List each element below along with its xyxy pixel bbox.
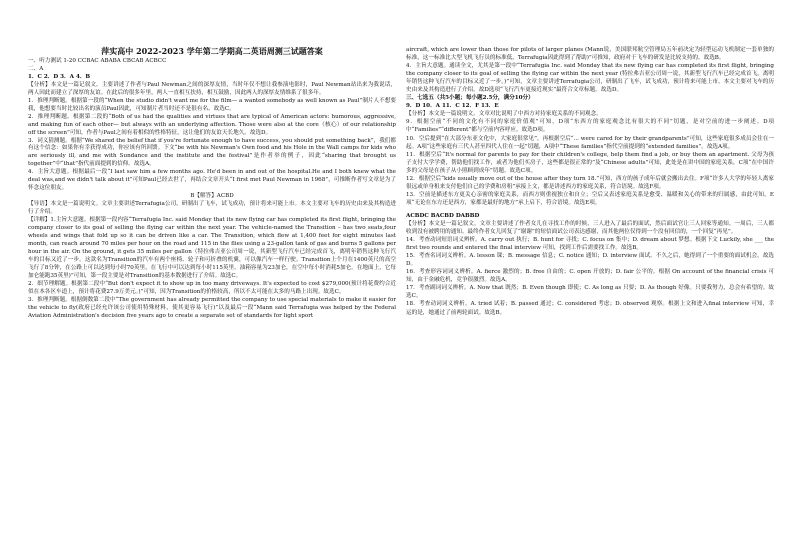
- paragraph: ACBDC BACBD DABBD: [406, 212, 480, 219]
- paragraph: 一、听力测试 1-20 CCBAC ABABA CBCAB ACBCC: [28, 58, 167, 64]
- paragraph: 12．根据空后“kids usually move out of the house after they turn 18.”可知，西方的孩子成年后就会搬出去住。F项“许多人大学的年轻人离家很远或单身租来支付他们自己的学费和房租”承接上文，都是讲述西方的家庭关系，符合语境。故选F项。: [406, 175, 774, 190]
- paragraph: 2．推理判断题。根据第二段的“Both of us had the qualities and virtues that are typical of American actors: humorous, aggressive, and making fun of each other— but always with an underlying affection. Those were also at the core（核心）of our relationship off the screen”可知，作者与Paul之间有着相似的性格特征，这让他们的友谊天长地久。故选D。: [28, 113, 396, 136]
- paragraph: 3．推理判断题。根据倒数第二段中“The government has already permitted the company to use special materials to make it easier for the vehicle to fly(政府已经允许该公司使用特殊材料，使其更容易飞行)”以及最后一段“Mann said Terrafugia was helped by the Federal Aviation Administration's decision five years ago to create a separate set of standards for light sport: [28, 296, 396, 319]
- paragraph: 1．推理判断题。根据第一段的“When the studio didn't want me for the film— a wanted somebody as well known as Paul”制片人不想要我，他想要当时比较出名的演员Paul因此，可知制片者当时还不是很有名。故选C。: [28, 97, 396, 112]
- paragraph: 18．考查动词词义辨析。A. tried 试着；B. passed 通过；C. considered 考虑；D. observed 观察。根据上文和进入final interview 可知，幸运的是，她通过了前两轮面试。故选B。: [406, 301, 774, 316]
- paragraph: 16．考查形容词词义辨析。A. fierce 激烈的；B. free 自由的；C. open 开放的；D. fair 公平的。根据 On account of the financial crisis 可知，由于金融危机，竞争很激烈。故选A。: [406, 269, 774, 284]
- paragraph: B【解答】ACBD: [190, 193, 234, 200]
- paragraph: 3．词义猜测题。根据“We shared the belief that if you're fortunate enough to have success, you should put something back”，我们都有这个信念：如果你有幸获得成功，你应该有所回馈。下文“be with his Newman's Own food and his Hole in the Wall camps for kids who are seriously ill, and me with Sundance and the institute and the festival”是作者举的例子，因此“sharing that brought us together”中“that”指代前面提到的信仰。故选A。: [28, 137, 396, 168]
- paragraph: 4．主旨大意题。通读全文，尤其是第一段中“Terrafugia Inc. said Monday that its new flying car has completed its first flight, bringing the company closer to its goal of selling the flying car within the next year (特拉弗吉亚公司周一说，其新型飞行汽车已经完成首飞，离明年销售这种飞行汽车的目标又近了一步。)”可知，文章主要讲述Terrafugia公司，研制出了飞车，试飞成功，预计将来可能上市。本文主要对飞车的历史由来及其构造进行了介绍。故D选项“飞行汽车更接近现实”最符合文章标题。故选D。: [406, 63, 774, 94]
- paragraph: 15．考查名词词义辨析。A. lesson 课；B. message 信息；C. notice 通知；D. interview 面试。不久之后，她得到了一个重要的面试机会。故选D。: [406, 253, 774, 268]
- paragraph: 【分析】本文是一篇记叙文。文章主要讲述了作者女儿在寻找工作的时候，三人进入了最后的面试，然后面试官让三人回家等通知。一周后，三人都收到没有被聘用的通知。最终作者女儿回复了“谢谢”的短信面试公司表达感谢，而其他两位仅得到一个没有回信的，一个回复“再见”。: [406, 220, 774, 236]
- paragraph: 13．空前是描述东方更关心亲密的家庭关系，而西方则重视独立和自立；空后又表述家庭关系是愈受、温暖和关心的带来的归属感，由此可知，E项“无论在东方还是西方，家都是最好的地方”承上启下，符合语境。故选E项。: [406, 191, 774, 206]
- paragraph: 9．根据空前“不同的文化有不同的家庭价值观”可知，D项“东西方的家庭观念比有很大的不同”切题，是对空前的进一步阐述。D项中“Families”“different”都与空前内容呼应。故选D项。: [406, 119, 774, 134]
- paragraph: 【分析】本文是一篇记叙文。主要讲述了作者与Paul Newman之间的深厚友情，当时年仅不想让我参演电影时，Paul Newman站出来为我说话，两人因此而建立了深厚的友谊。在此后的很多年里，两人一直相互扶持，相互鼓励，因此两人的深厚友情维系了很多年。: [28, 81, 396, 96]
- right-column: [406, 46, 774, 317]
- paragraph: 1．C 2．D 3．A 4．B: [28, 73, 91, 80]
- left-column: [28, 58, 396, 320]
- paragraph: 【导语】本文是一篇说明文。文章主要讲述Terrafugia公司，研制出了飞车，试飞成功，预计将来可能上市。本文主要对飞车的历史由来及其构造进行了介绍。: [28, 201, 396, 216]
- document-title: 萍实高中 2022-2023 学年第二学期高二英语周测三试题答案: [101, 46, 323, 56]
- paragraph: 【详解】1.主旨大意题。根据第一段内容“Terrafugia Inc. said Monday that its new flying car has completed its first flight, bringing the company closer to its goal of selling the flying car within the next year. The vehicle-named the Transition – has two seats,four wheels and wings that fold up so it can be driven like a car. The Transition, which flew at 1,400 feet for eight minutes last month, can reach around 70 miles per hour on the road and 115 in the flies using a 23-gallon tank of gas and burns 5 gallons per hour in the air. On the ground, it gets 35 miles per gallon（特拉弗吉亚公司周一说，其新型飞行汽车已经完成首飞，离明年销售这种飞行汽车的目标又近了一步。这款名为Transition的汽车有两个座椅、轮子和可折叠的机翼，可以像汽车一样行驶。Transition上个月在1400英尺的高空飞行了8分钟，在公路上可以达到每小时70英里，在飞行中可以达到每小时115英里，油箱容量为23加仑，在空中每小时消耗5加仑。在地面上，它每加仑能跑35英里)”可知，第一段主要是对Transition的基本数据进行了介绍。故选C。: [28, 217, 396, 279]
- paragraph: 17．考查副词词义辨析。A. Now that 既然；B. Even though 即使；C. As long as 只要；D. As though 好像。只要我努力，总会有希望的。故选C。: [406, 285, 774, 300]
- paragraph: 4．主旨大意题。根据最后一段“I last saw him a few months ago. He'd been in and out of the hospital.He and I both knew what the deal was,and we didn't talk about it”可知Paul已经去世了，再结合文章开头“I first met Paul Newman in 1968”，可推断作者写文章是为了怀念这位朋友。: [28, 169, 396, 192]
- paragraph: 二、A: [28, 65, 44, 72]
- paragraph: 【分析】本文是一篇说明文。文章对比说明了中西方对待家庭关系的不同观念。: [406, 111, 602, 118]
- paragraph: 9．D 10．A 11．C 12．F 13．E: [406, 103, 499, 110]
- paragraph: 14．考查动词短语词义辨析。A. carry out 执行；B. hunt for 寻找；C. focus on 集中；D. dream about 梦想。根据下文 Luckily, she ___ the first two rounds and entered the final interview 可知，找到工作后需要找工作。故选B。: [406, 237, 774, 252]
- paragraph: 2．细节理解题。根据第二段中“But don't expect it to show up in too many driveways. It's expected to cost $279,000(预计将花费约合近似在本各区车道上，预计将花费27.9万美元。)”可知，因为Transition的价格较高，所以不太可能在太多的马路上出现。故选C。: [28, 280, 396, 295]
- paragraph: 三、七选五（共5小题；每小题2.5分，满分10分）: [406, 95, 534, 102]
- paragraph: 10．空后提到“在大部分东亚文化中，大家庭很常见”，再根据空后“... were cared for by their grandparents”可知，这些家庭很多成员会住在一起。A项“这些家庭有三代人甚至四代人住在一起”切题，A项中“These families”指代空前提到的“extended families”。故选A项。: [406, 135, 774, 150]
- paragraph: 11．根据空后“It's normal for parents to pay for their children's college, help them find a job, or buy them an apartment. 父母为孩子支付大学学费，帮助他们找工作，或者为他们买房子，这些都是很正常的”及“Chinese adults”可知，此处是在讲中国的家庭关系，C项“在中国许多的父母是在孩子从小照顾到成年”切题。故选C项。: [406, 151, 774, 174]
- paragraph: aircraft, which are lower than those for pilots of larger planes (Mann说，美国联邦航空管理局五年前决定为轻型运动飞机制定一套单独的标准，这一标准比大型飞机飞行员的标准低，Terrafugia因此得到了帮助)”可推知，政府对于飞车的研发是比较支持的。故选B。: [406, 47, 774, 62]
